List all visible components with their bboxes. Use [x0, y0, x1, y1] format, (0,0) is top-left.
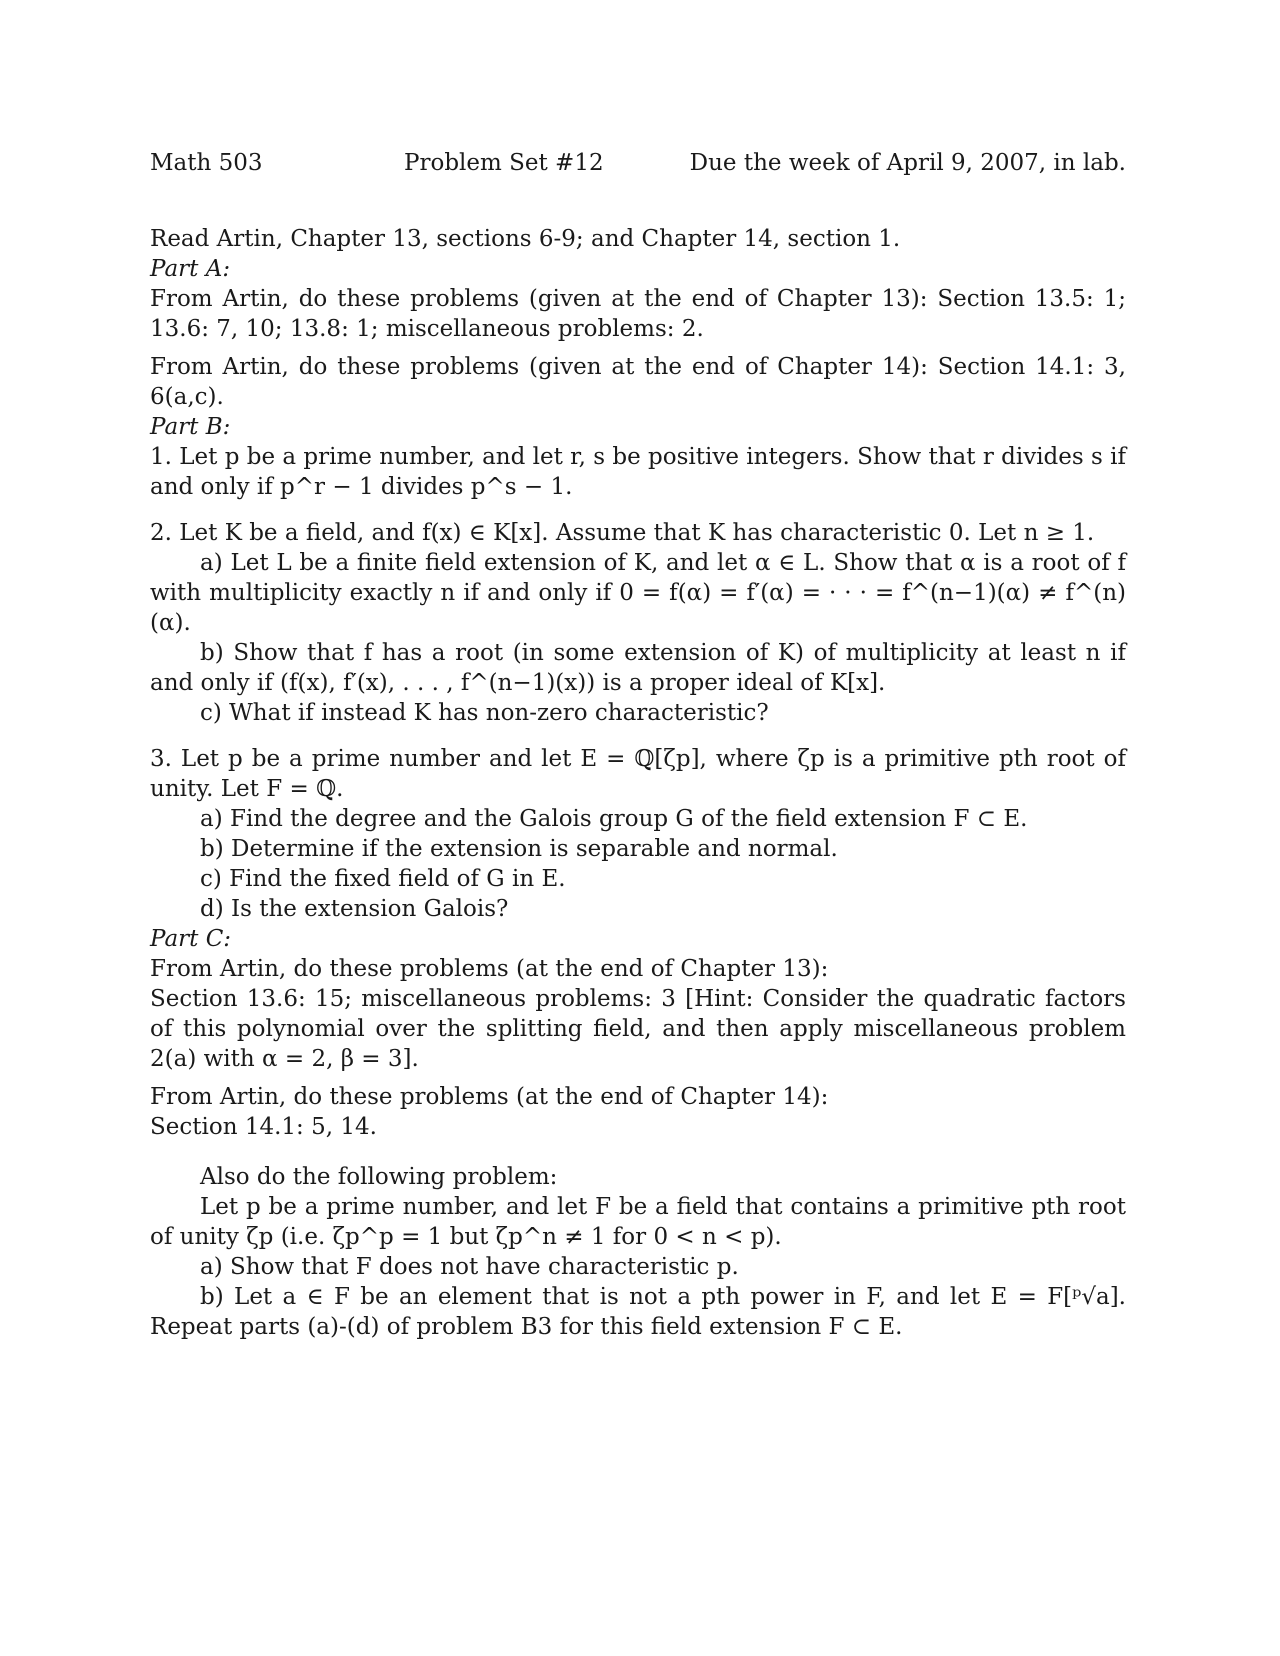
part-a-label: Part A:	[150, 256, 231, 282]
extra-problem-b: b) Let a ∈ F be an element that is not a pth power in F, and let E = F[ᵖ√a]. Repeat parts (a)-(d) of problem B3 for this field extension F ⊂ E.	[150, 1284, 1126, 1340]
course-name: Math 503	[150, 150, 263, 176]
due-date: Due the week of April 9, 2007, in lab.	[689, 150, 1126, 176]
problem-b2-intro: 2. Let K be a field, and f(x) ∈ K[x]. Assume that K has characteristic 0. Let n ≥ 1.	[150, 520, 1095, 546]
part-a-paragraph-2: From Artin, do these problems (given at the end of Chapter 14): Section 14.1: 3, 6(a,c).	[150, 354, 1126, 410]
problem-b2-b: b) Show that f has a root (in some extension of K) of multiplicity at least n if and only if (f(x), f′(x), . . . , f^(n−1)(x)) is a proper ideal of K[x].	[150, 640, 1126, 696]
extra-problem-heading: Also do the following problem:	[200, 1164, 558, 1190]
problem-b2-a: a) Let L be a finite field extension of K, and let α ∈ L. Show that α is a root of f with multiplicity exactly n if and only if 0 = f(α) = f′(α) = · · · = f^(n−1)(α) ≠ f^(n)(α).	[150, 550, 1126, 636]
problem-b3-c: c) Find the fixed field of G in E.	[200, 866, 566, 892]
part-c-paragraph-2-line-1: From Artin, do these problems (at the end of Chapter 14):	[150, 1084, 829, 1110]
part-c-paragraph-1-line-2: Section 13.6: 15; miscellaneous problems: 3 [Hint: Consider the quadratic factors of this polynomial over the splitting field, and then apply miscellaneous problem 2(a) with α = 2, β = 3].	[150, 986, 1126, 1072]
part-b-label: Part B:	[150, 414, 231, 440]
header	[150, 148, 1126, 182]
part-c-label: Part C:	[150, 926, 232, 952]
problem-b3-d: d) Is the extension Galois?	[200, 896, 509, 922]
problem-b1: 1. Let p be a prime number, and let r, s be positive integers. Show that r divides s if and only if p^r − 1 divides p^s − 1.	[150, 444, 1126, 500]
problem-b3-b: b) Determine if the extension is separable and normal.	[200, 836, 838, 862]
extra-problem-intro: Let p be a prime number, and let F be a field that contains a primitive pth root of unity ζp (i.e. ζp^p = 1 but ζp^n ≠ 1 for 0 < n < p).	[150, 1194, 1126, 1250]
problem-b3-intro: 3. Let p be a prime number and let E = ℚ[ζp], where ζp is a primitive pth root of unity. Let F = ℚ.	[150, 746, 1126, 802]
document-page	[150, 148, 1126, 1342]
reading-assignment: Read Artin, Chapter 13, sections 6-9; and Chapter 14, section 1.	[150, 226, 901, 252]
extra-problem-a: a) Show that F does not have characteristic p.	[200, 1254, 739, 1280]
problem-b2-c: c) What if instead K has non-zero characteristic?	[200, 700, 769, 726]
part-c-paragraph-1-line-1: From Artin, do these problems (at the end of Chapter 13):	[150, 956, 829, 982]
problem-set-title: Problem Set #12	[404, 150, 604, 176]
problem-b3-a: a) Find the degree and the Galois group G of the field extension F ⊂ E.	[200, 806, 1028, 832]
part-a-paragraph-1: From Artin, do these problems (given at the end of Chapter 13): Section 13.5: 1; 13.6: 7, 10; 13.8: 1; miscellaneous problems: 2.	[150, 286, 1126, 342]
part-c-paragraph-2-line-2: Section 14.1: 5, 14.	[150, 1114, 377, 1140]
